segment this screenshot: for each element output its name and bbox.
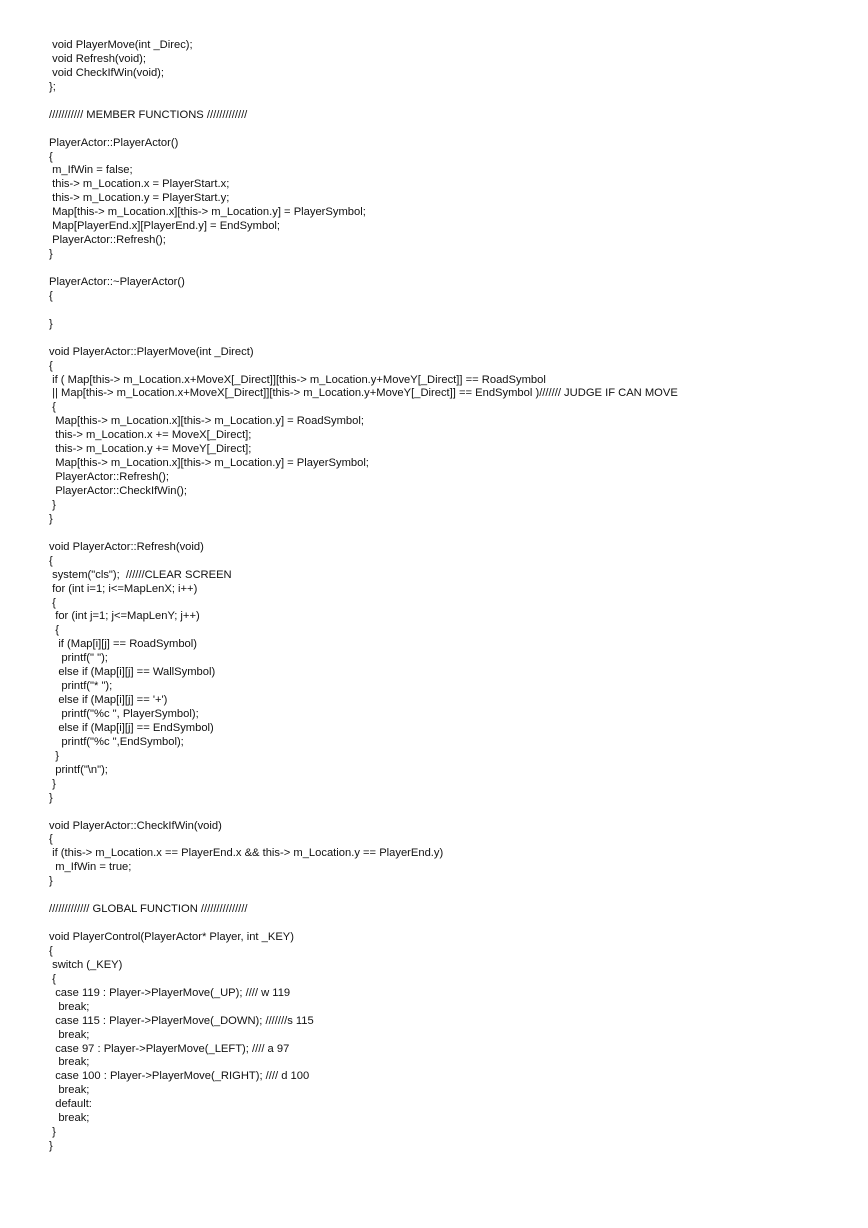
code-line: [49, 917, 849, 931]
code-line: void PlayerMove(int _Direc);: [49, 39, 193, 51]
code-line: this-> m_Location.x += MoveX[_Direct];: [49, 429, 252, 442]
code-line: this-> m_Location.x = PlayerStart.x;: [49, 178, 230, 191]
code-line: system("cls"); //////CLEAR SCREEN: [49, 568, 232, 581]
code-line: }: [49, 498, 56, 511]
code-line: void PlayerActor::PlayerMove(int _Direct): [49, 345, 254, 358]
code-line: case 119 : Player->PlayerMove(_UP); //// w 119: [49, 986, 291, 999]
code-line: this-> m_Location.y = PlayerStart.y;: [49, 192, 230, 205]
code-line: break;: [49, 1084, 90, 1097]
code-line: case 100 : Player->PlayerMove(_RIGHT); //// d 100: [49, 1070, 310, 1083]
code-line: {: [49, 359, 53, 372]
code-line: printf("%c ",EndSymbol);: [49, 735, 184, 748]
code-line: {: [49, 150, 53, 163]
code-line: case 115 : Player->PlayerMove(_DOWN); ///////s 115: [49, 1014, 314, 1027]
code-line: {: [49, 401, 56, 414]
code-line: switch (_KEY): [49, 958, 123, 971]
code-line: void PlayerActor::Refresh(void): [49, 540, 204, 553]
code-line: }: [49, 791, 53, 804]
code-line: void CheckIfWin(void);: [49, 66, 165, 79]
code-listing: [49, 39, 849, 1154]
code-line: || Map[this-> m_Location.x+MoveX[_Direct]][this-> m_Location.y+MoveY[_Direct]] == EndSymbol )/////// JUDGE IF CAN MOVE: [49, 387, 678, 400]
code-line: Map[this-> m_Location.x][this-> m_Location.y] = RoadSymbol;: [49, 415, 364, 428]
code-line: PlayerActor::CheckIfWin();: [49, 485, 188, 497]
code-line: }: [49, 1126, 56, 1139]
code-line: break;: [49, 1112, 90, 1125]
code-line: [49, 304, 849, 318]
code-line: for (int j=1; j<=MapLenY; j++): [49, 610, 200, 623]
code-line: }: [49, 512, 53, 525]
code-line: Map[this-> m_Location.x][this-> m_Location.y] = PlayerSymbol;: [49, 457, 369, 470]
code-line: PlayerActor::Refresh();: [49, 471, 169, 484]
code-line: }: [49, 875, 53, 888]
code-line: PlayerActor::Refresh();: [49, 234, 166, 247]
code-line: void Refresh(void);: [49, 52, 146, 65]
code-line: [49, 123, 849, 137]
code-line: }: [49, 777, 56, 790]
code-line: ///////////// GLOBAL FUNCTION ///////////////: [49, 903, 248, 916]
code-line: if (Map[i][j] == RoadSymbol): [49, 638, 197, 651]
code-line: break;: [49, 1000, 90, 1013]
code-line: Map[this-> m_Location.x][this-> m_Location.y] = PlayerSymbol;: [49, 206, 366, 219]
code-line: {: [49, 833, 53, 846]
code-line: else if (Map[i][j] == '+'): [49, 694, 168, 707]
code-line: case 97 : Player->PlayerMove(_LEFT); //// a 97: [49, 1042, 290, 1055]
code-line: {: [49, 972, 56, 985]
code-line: for (int i=1; i<=MapLenX; i++): [49, 582, 198, 595]
code-line: printf("%c ", PlayerSymbol);: [49, 708, 199, 720]
code-line: {: [49, 944, 53, 957]
code-line: };: [49, 80, 56, 93]
code-line: m_IfWin = true;: [49, 861, 132, 874]
code-line: if ( Map[this-> m_Location.x+MoveX[_Direct]][this-> m_Location.y+MoveY[_Direct]] == RoadSymbol: [49, 373, 546, 386]
code-line: {: [49, 289, 53, 302]
code-line: }: [49, 317, 53, 330]
code-line: else if (Map[i][j] == EndSymbol): [49, 721, 214, 734]
code-line: void PlayerControl(PlayerActor* Player, int _KEY): [49, 931, 294, 943]
code-line: void PlayerActor::CheckIfWin(void): [49, 819, 222, 832]
code-line: printf(" ");: [49, 652, 108, 665]
code-line: }: [49, 1140, 53, 1153]
code-line: }: [49, 248, 53, 261]
code-line: {: [49, 554, 53, 567]
code-line: else if (Map[i][j] == WallSymbol): [49, 666, 216, 679]
code-line: PlayerActor::PlayerActor(): [49, 136, 179, 149]
code-line: if (this-> m_Location.x == PlayerEnd.x && this-> m_Location.y == PlayerEnd.y): [49, 847, 444, 860]
code-line: printf("* ");: [49, 680, 113, 693]
code-line: break;: [49, 1056, 90, 1069]
code-line: PlayerActor::~PlayerActor(): [49, 275, 185, 288]
code-line: }: [49, 749, 59, 762]
code-line: printf("\n");: [49, 763, 108, 776]
code-line: default:: [49, 1098, 92, 1111]
code-line: Map[PlayerEnd.x][PlayerEnd.y] = EndSymbol;: [49, 220, 281, 233]
code-line: [49, 262, 849, 276]
code-line: [49, 806, 849, 820]
code-line: {: [49, 624, 59, 637]
code-line: break;: [49, 1028, 90, 1041]
code-line: [49, 889, 849, 903]
code-line: /////////// MEMBER FUNCTIONS /////////////: [49, 108, 248, 121]
code-line: {: [49, 596, 56, 609]
code-line: [49, 95, 849, 109]
code-line: this-> m_Location.y += MoveY[_Direct];: [49, 443, 252, 456]
code-line: [49, 332, 849, 346]
code-line: [49, 527, 849, 541]
code-line: m_IfWin = false;: [49, 164, 133, 177]
